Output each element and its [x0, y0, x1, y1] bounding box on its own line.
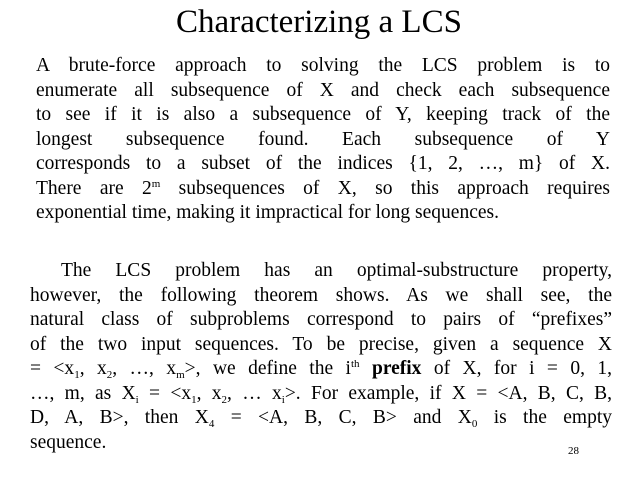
text-run: subsequences of X, so this approach requires: [160, 177, 610, 199]
text-run: is the empty: [477, 407, 612, 428]
text-line: [36, 177, 610, 202]
subscript: 1: [74, 369, 80, 381]
text-run: …, m, as X: [30, 382, 136, 404]
text-run: = <x: [30, 358, 75, 379]
text-run: = <A, B, C, B> and X: [214, 407, 472, 428]
page-number: 28: [568, 445, 579, 457]
paragraph-substructure: [30, 259, 612, 455]
text-line: longest subsequence found. Each subsequence of Y: [36, 128, 610, 150]
text-run: >, we define the i: [184, 358, 351, 379]
slide-title: Characterizing a LCS: [176, 4, 462, 40]
subscript: i: [135, 393, 139, 406]
subscript: m: [176, 369, 185, 381]
text-line: sequence.: [30, 431, 107, 453]
text-line: exponential time, making it impractical for long sequences.: [36, 202, 499, 223]
text-line: however, the following theorem shows. As we shall see, the: [30, 284, 612, 306]
subscript: 2: [106, 369, 113, 381]
subscript: 1: [191, 393, 197, 406]
text-run: , x: [196, 382, 222, 404]
text-line: The LCS problem has an optimal-substructure property,: [61, 260, 612, 281]
text-run: of X, for i = 0, 1,: [421, 358, 613, 379]
text-line: corresponds to a subset of the indices {1, 2, …, m} of X.: [36, 153, 610, 174]
bold-term-prefix: prefix: [371, 358, 422, 379]
text-line: [30, 382, 612, 407]
subscript: i: [281, 393, 285, 406]
text-run: , … x: [227, 382, 282, 404]
subscript: 2: [221, 393, 228, 406]
text-run: [360, 358, 372, 379]
text-line: [30, 406, 612, 431]
text-line: natural class of subproblems correspond to pairs of “prefixes”: [30, 309, 612, 330]
text-line: A brute-force approach to solving the LCS problem is to: [36, 55, 610, 76]
text-run: = <x: [138, 382, 192, 404]
text-line: of the two input sequences. To be precise, given a sequence X: [30, 333, 612, 355]
subscript: 0: [471, 418, 478, 430]
subscript: 4: [208, 418, 215, 430]
text-line: enumerate all subsequence of X and check each subsequence: [36, 79, 610, 101]
text-run: >. For example, if X = <A, B, C, B,: [284, 382, 613, 404]
superscript: m: [151, 177, 161, 190]
text-line: to see if it is also a subsequence of Y, keeping track of the: [36, 104, 610, 125]
superscript: th: [350, 358, 360, 370]
text-line: [30, 357, 612, 382]
paragraph-brute-force: [36, 54, 610, 226]
text-run: , x: [79, 358, 107, 379]
text-run: , …, x: [112, 358, 177, 379]
text-run: D, A, B>, then X: [30, 407, 209, 428]
text-run: There are 2: [36, 177, 152, 199]
